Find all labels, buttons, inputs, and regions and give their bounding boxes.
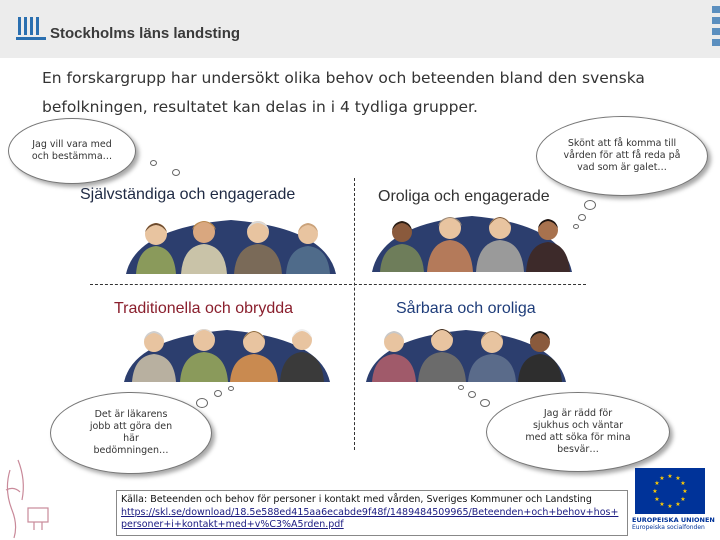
doodle-decoration	[0, 450, 60, 540]
speech-bubble-bottom-right	[486, 392, 670, 472]
source-citation	[116, 490, 628, 536]
quadrant-divider-vertical	[354, 178, 355, 450]
bubble-dot	[458, 385, 464, 390]
menu-grid-icon[interactable]	[712, 6, 720, 50]
logo-text: Stockholms läns landsting	[50, 25, 241, 42]
speech-bubble-bottom-left	[50, 392, 212, 474]
bubble-dot	[573, 224, 579, 229]
svg-text:★: ★	[682, 488, 688, 495]
eu-sublabel: Europeiska socialfonden	[632, 524, 705, 531]
sll-logo-icon	[16, 17, 46, 43]
svg-text:★: ★	[675, 501, 681, 508]
source-link[interactable]: https://skl.se/download/18.5e588ed415aa6ecabde9f48f/1489484509965/Beteenden+och+behov+hos+personer+i+kontakt+med+v%C3%A5rden.pdf	[121, 506, 619, 530]
people-illustration-top-left	[126, 208, 336, 274]
svg-text:★: ★	[659, 475, 665, 482]
svg-text:★: ★	[654, 496, 660, 503]
bubble-dot	[584, 200, 596, 210]
quadrant-title-bottom-right: Sårbara och oroliga	[396, 300, 536, 317]
people-illustration-bottom-left	[124, 318, 330, 382]
svg-text:★: ★	[667, 503, 673, 510]
eu-label: EUROPEISKA UNIONEN	[632, 516, 715, 524]
bubble-text: Skönt att få komma till vården för att få reda på vad som är galet…	[563, 138, 681, 173]
bubble-dot	[196, 398, 208, 408]
bubble-dot	[228, 386, 234, 391]
bubble-dot	[150, 160, 157, 166]
svg-text:★: ★	[659, 501, 665, 508]
eu-logo	[632, 468, 715, 536]
quadrant-title-top-right: Oroliga och engagerade	[378, 188, 550, 205]
eu-flag-icon	[635, 468, 705, 514]
svg-text:★: ★	[680, 496, 686, 503]
svg-text:★: ★	[675, 475, 681, 482]
bubble-dot	[214, 390, 222, 397]
quadrant-title-bottom-left: Traditionella och obrydda	[114, 300, 294, 317]
intro-text: En forskargrupp har undersökt olika behov och beteenden bland den svenska befolkningen, resultatet kan delas in i 4 tydliga grupper.	[42, 69, 645, 116]
people-illustration-top-right	[372, 204, 572, 272]
quadrant-divider-horizontal	[90, 284, 586, 285]
bubble-dot	[578, 214, 586, 221]
people-illustration-bottom-right	[366, 318, 566, 382]
bubble-dot	[172, 169, 180, 176]
bubble-dot	[468, 391, 476, 398]
svg-text:★: ★	[667, 473, 673, 480]
bubble-text: Jag är rädd för sjukhus och väntar med att söka för mina besvär…	[525, 408, 631, 455]
speech-bubble-top-right	[536, 116, 708, 196]
svg-text:★: ★	[654, 480, 660, 487]
svg-text:★: ★	[680, 480, 686, 487]
svg-text:★: ★	[652, 488, 658, 495]
speech-bubble-top-left	[8, 118, 136, 184]
header-bar	[0, 0, 720, 58]
bubble-dot	[480, 399, 490, 407]
bubble-text: Det är läkarens jobb att göra den här bedömningen…	[89, 409, 173, 456]
bubble-text: Jag vill vara med och bestämma…	[31, 139, 113, 162]
quadrant-title-top-left: Självständiga och engagerade	[80, 186, 296, 203]
source-text: Källa: Beteenden och behov för personer i kontakt med vården, Sveriges Kommuner och Landsting	[121, 494, 592, 505]
